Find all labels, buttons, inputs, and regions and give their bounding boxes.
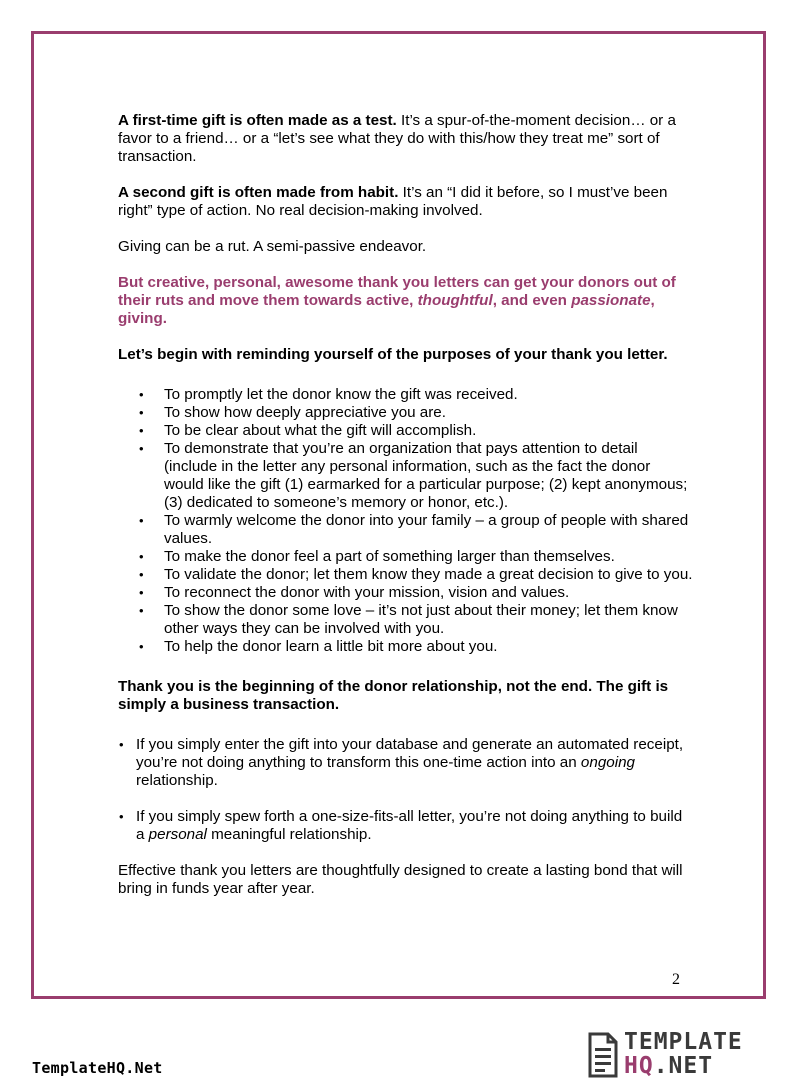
paragraph-second-gift [118, 184, 693, 220]
list-item [139, 512, 693, 548]
logo-line2 [624, 1054, 743, 1078]
highlight-part-a: But creative, personal, awesome thank you letters can get your donors out of their ruts and move them towards active, [118, 274, 676, 309]
first-gift-text: It’s a spur-of-the-moment decision… or a favor to a friend… or a “let’s see what they do with this/how they treat me” sort of transaction. [118, 112, 676, 165]
points-list [118, 736, 693, 844]
list-item [139, 404, 693, 422]
list-item-text: To show how deeply appreciative you are. [164, 404, 446, 421]
list-item [119, 808, 693, 844]
list-item-text: To warmly welcome the donor into your family – a group of people with shared values. [164, 512, 689, 547]
list-item [139, 386, 693, 404]
second-gift-text: It’s an “I did it before, so I must’ve been right” type of action. No real decision-making involved. [118, 184, 668, 219]
bullet-icon: • [139, 639, 144, 654]
bullet-icon: • [139, 441, 144, 456]
bullet-icon: • [139, 387, 144, 402]
footer-brand-text: TemplateHQ.Net [32, 1059, 163, 1077]
relationship-heading: Thank you is the beginning of the donor relationship, not the end. The gift is simply a business transaction. [118, 678, 669, 713]
logo-wordmark [624, 1030, 743, 1078]
second-gift-lead: A second gift is often made from habit. [118, 184, 399, 201]
list-item-text: To demonstrate that you’re an organization that pays attention to detail (include in the letter any personal information, such as the fact the donor would like the gift (1) earmarked for a particular purpose; (2) kept anonymous; (3) dedicated to someone’s memory or honor, etc.). [164, 440, 688, 511]
bullet-icon: • [139, 585, 144, 600]
point1-part-a: If you simply enter the gift into your database and generate an automated receipt, you’re not doing anything to transform this one-time action into an [136, 736, 684, 771]
list-item [139, 440, 693, 512]
point2-personal: personal [148, 826, 207, 843]
bullet-icon: • [119, 809, 124, 824]
page-number: 2 [672, 971, 680, 988]
logo-line1: TEMPLATE [624, 1029, 743, 1055]
point1-part-c: relationship. [136, 772, 218, 789]
point1-ongoing: ongoing [580, 754, 635, 771]
list-item-text: To validate the donor; let them know they made a great decision to give to you. [164, 566, 693, 583]
point2-part-c: meaningful relationship. [206, 826, 372, 843]
bullet-icon: • [139, 423, 144, 438]
list-item [139, 638, 693, 656]
list-item [139, 584, 693, 602]
highlight-statement [118, 274, 693, 328]
highlight-thoughtful: thoughtful [417, 292, 493, 309]
point2-part-a: If you simply spew forth a one-size-fits-all letter, you’re not doing anything to build a [136, 808, 683, 843]
templatehq-logo [588, 1030, 778, 1082]
bullet-icon: • [139, 567, 144, 582]
bullet-icon: • [139, 405, 144, 420]
highlight-part-c: , and even [492, 292, 572, 309]
purposes-list [118, 386, 693, 656]
list-item-text: To make the donor feel a part of something larger than themselves. [164, 548, 615, 565]
list-item [139, 566, 693, 584]
list-item-text: To show the donor some love – it’s not just about their money; let them know other ways they can be involved with you. [164, 602, 678, 637]
highlight-passionate: passionate [571, 292, 651, 309]
purposes-heading: Let’s begin with reminding yourself of the purposes of your thank you letter. [118, 346, 668, 363]
document-body [118, 112, 693, 898]
list-item-text: To reconnect the donor with your mission, vision and values. [164, 584, 570, 601]
document-icon [588, 1032, 618, 1078]
bullet-icon: • [139, 549, 144, 564]
bullet-icon: • [139, 603, 144, 618]
closing-paragraph: Effective thank you letters are thoughtfully designed to create a lasting bond that will bring in funds year after year. [118, 862, 683, 897]
paragraph-rut: Giving can be a rut. A semi-passive endeavor. [118, 238, 427, 255]
first-gift-lead: A first-time gift is often made as a test. [118, 112, 397, 129]
list-item-text: To help the donor learn a little bit more about you. [164, 638, 498, 655]
paragraph-first-gift [118, 112, 693, 166]
logo-hq: HQ [624, 1053, 654, 1079]
list-item-text: To promptly let the donor know the gift was received. [164, 386, 518, 403]
bullet-icon: • [119, 737, 124, 752]
list-item [119, 736, 693, 790]
logo-dotnet: .NET [653, 1053, 714, 1079]
bullet-icon: • [139, 513, 144, 528]
highlight-part-e: , giving. [118, 292, 655, 327]
list-item-text: To be clear about what the gift will accomplish. [164, 422, 477, 439]
list-item [139, 422, 693, 440]
list-item [139, 602, 693, 638]
list-item [139, 548, 693, 566]
